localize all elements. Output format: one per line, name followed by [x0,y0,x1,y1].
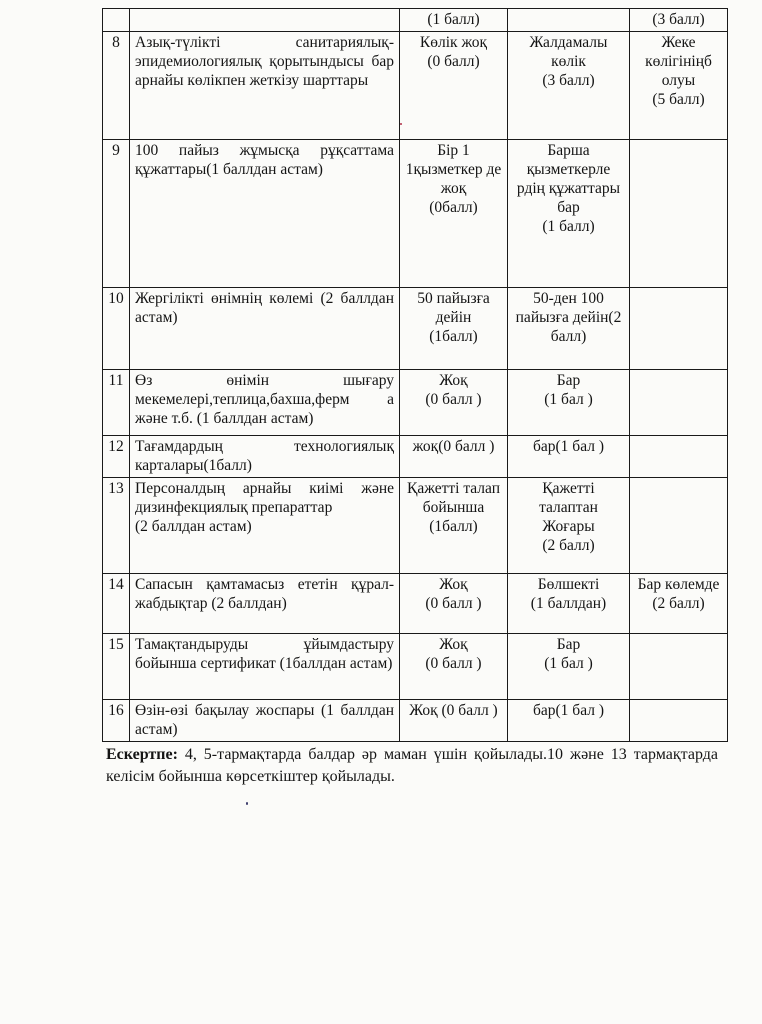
table-row [103,574,728,634]
table-row [103,288,728,370]
criterion-cell: Азық-түлікті санитариялық-эпидемиологиялық қорытындысы бар арнайы көлікпен жеткізу шарттары [130,32,400,140]
score-option-3 [630,370,728,436]
score-option-1: (1 балл) [400,9,508,32]
row-number: 8 [103,32,130,140]
table-row [103,478,728,574]
criterion-cell: Тағамдардың технологиялық карталары(1балл) [130,436,400,478]
row-number: 16 [103,700,130,742]
row-number [103,9,130,32]
score-option-1: Көлік жоқ (0 балл) [400,32,508,140]
score-option-3 [630,288,728,370]
score-option-1: Бір 1 1қызметкер де жоқ (0балл) [400,140,508,288]
score-option-2 [508,9,630,32]
score-option-1: Жоқ (0 балл ) [400,700,508,742]
table-row [103,9,728,32]
score-option-2: Қажетті талаптан Жоғары (2 балл) [508,478,630,574]
table-row [103,140,728,288]
criterion-cell: Тамақтандыруды ұйымдастыру бойынша сертификат (1баллдан астам) [130,634,400,700]
footnote [106,744,718,788]
criteria-table [102,8,728,742]
score-option-1: Жоқ (0 балл ) [400,370,508,436]
row-number: 12 [103,436,130,478]
criterion-cell: 100 пайыз жұмысқа рұқсаттама құжаттары(1 баллдан астам) [130,140,400,288]
ink-speck [400,123,402,125]
score-option-2: Барша қызметкерле рдің құжаттары бар (1 балл) [508,140,630,288]
row-number: 11 [103,370,130,436]
criterion-cell: Өз өнімін шығару мекемелері,теплица,бахша,ферм а және т.б. (1 баллдан астам) [130,370,400,436]
score-option-1: Жоқ (0 балл ) [400,634,508,700]
score-option-1: жоқ(0 балл ) [400,436,508,478]
criterion-cell: Жергілікті өнімнің көлемі (2 баллдан астам) [130,288,400,370]
criteria-table-body [103,9,728,742]
score-option-1: 50 пайызға дейін (1балл) [400,288,508,370]
score-option-3 [630,700,728,742]
score-option-3 [630,436,728,478]
table-row [103,436,728,478]
table-row [103,32,728,140]
score-option-3: (3 балл) [630,9,728,32]
row-number: 15 [103,634,130,700]
score-option-2: Бөлшекті (1 баллдан) [508,574,630,634]
table-row [103,634,728,700]
score-option-2: бар(1 бал ) [508,700,630,742]
criterion-cell: Сапасын қамтамасыз ететін құрал-жабдықтар (2 баллдан) [130,574,400,634]
footnote-text: 4, 5-тармақтарда балдар әр маман үшін қойылады.10 және 13 тармақтарда келісім бойынша көрсеткіштер қойылады. [106,746,718,785]
score-option-3: Жеке көлігініңб олуы (5 балл) [630,32,728,140]
score-option-1: Жоқ (0 балл ) [400,574,508,634]
row-number: 9 [103,140,130,288]
score-option-2: Жалдамалы көлік (3 балл) [508,32,630,140]
table-row [103,700,728,742]
table-row [103,370,728,436]
score-option-3 [630,478,728,574]
row-number: 14 [103,574,130,634]
score-option-2: 50-ден 100 пайызға дейін(2 балл) [508,288,630,370]
criterion-cell: Персоналдың арнайы киімі және дизинфекциялық препараттар (2 баллдан астам) [130,478,400,574]
score-option-3 [630,140,728,288]
score-option-3 [630,634,728,700]
score-option-3: Бар көлемде (2 балл) [630,574,728,634]
row-number: 10 [103,288,130,370]
ink-speck [246,802,248,805]
score-option-2: бар(1 бал ) [508,436,630,478]
footnote-label: Ескертпе: [106,746,178,763]
criterion-cell [130,9,400,32]
score-option-2: Бар (1 бал ) [508,634,630,700]
score-option-2: Бар (1 бал ) [508,370,630,436]
score-option-1: Қажетті талап бойынша (1балл) [400,478,508,574]
criterion-cell: Өзін-өзі бақылау жоспары (1 баллдан астам) [130,700,400,742]
row-number: 13 [103,478,130,574]
